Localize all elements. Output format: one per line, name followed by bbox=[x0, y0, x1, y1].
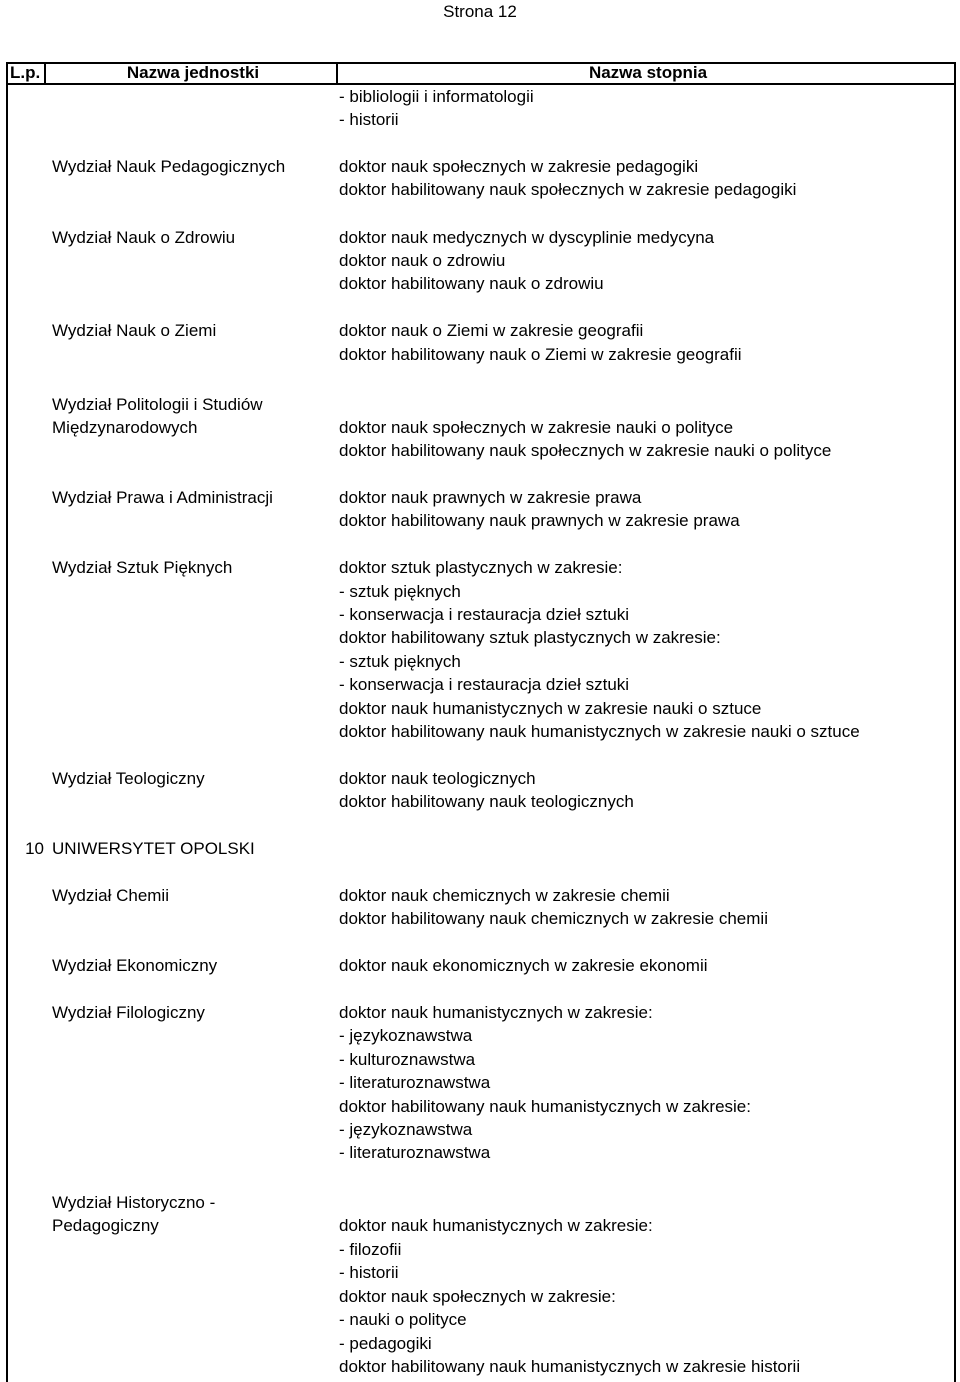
university-name: UNIWERSYTET OPOLSKI bbox=[52, 839, 255, 858]
degree-line: doktor nauk społecznych w zakresie pedagogiki bbox=[339, 157, 699, 176]
degree-line: doktor habilitowany sztuk plastycznych w zakresie: bbox=[339, 628, 721, 647]
faculty-name: Wydział Nauk o Zdrowiu bbox=[52, 228, 236, 247]
degree-line: doktor nauk humanistycznych w zakresie nauki o sztuce bbox=[339, 699, 762, 718]
degree-line: - literaturoznawstwa bbox=[339, 1073, 491, 1092]
degree-line: doktor nauk humanistycznych w zakresie: bbox=[339, 1216, 653, 1235]
degree-line: - konserwacja i restauracja dzieł sztuki bbox=[339, 675, 630, 694]
degree-line: doktor nauk prawnych w zakresie prawa bbox=[339, 488, 642, 507]
faculty-name: Wydział Prawa i Administracji bbox=[52, 488, 273, 507]
faculty-name: Wydział Chemii bbox=[52, 886, 169, 905]
unit-header: Nazwa jednostki bbox=[126, 63, 260, 82]
degree-line: doktor habilitowany nauk społecznych w zakresie nauki o polityce bbox=[339, 441, 832, 460]
degree-line: - historii bbox=[339, 1263, 399, 1282]
degree-line: doktor nauk ekonomicznych w zakresie ekonomii bbox=[339, 956, 708, 975]
degree-line: - językoznawstwa bbox=[339, 1120, 473, 1139]
degree-line: doktor nauk humanistycznych w zakresie: bbox=[339, 1003, 653, 1022]
degree-line: - językoznawstwa bbox=[339, 1026, 473, 1045]
degree-line: - pedagogiki bbox=[339, 1334, 432, 1353]
lp-header: L.p. bbox=[10, 63, 41, 82]
degree-line: doktor habilitowany nauk społecznych w zakresie pedagogiki bbox=[339, 180, 797, 199]
degree-line: doktor habilitowany nauk humanistycznych w zakresie historii bbox=[339, 1357, 801, 1376]
faculty-name: Wydział Nauk o Ziemi bbox=[52, 321, 217, 340]
degree-line: doktor habilitowany nauk prawnych w zakresie prawa bbox=[339, 511, 740, 530]
degree-line: doktor nauk społecznych w zakresie nauki o polityce bbox=[339, 418, 734, 437]
degree-line: doktor habilitowany nauk teologicznych bbox=[339, 792, 634, 811]
degree-line: doktor nauk o zdrowiu bbox=[339, 251, 506, 270]
page-title: Strona 12 bbox=[443, 2, 517, 21]
faculty-name: Wydział Sztuk Pięknych bbox=[52, 558, 233, 577]
faculty-name: Międzynarodowych bbox=[52, 418, 198, 437]
degree-line: doktor nauk społecznych w zakresie: bbox=[339, 1287, 616, 1306]
faculty-name: Wydział Teologiczny bbox=[52, 769, 205, 788]
faculty-name: Wydział Filologiczny bbox=[52, 1003, 205, 1022]
lp-column-divider bbox=[44, 62, 46, 84]
degree-line: - sztuk pięknych bbox=[339, 652, 461, 671]
degree-line: doktor sztuk plastycznych w zakresie: bbox=[339, 558, 623, 577]
degree-line: doktor habilitowany nauk humanistycznych w zakresie nauki o sztuce bbox=[339, 722, 860, 741]
degree-line: - filozofii bbox=[339, 1240, 402, 1259]
degree-line: doktor nauk medycznych w dyscyplinie medycyna bbox=[339, 228, 715, 247]
degree-line: - sztuk pięknych bbox=[339, 582, 461, 601]
degree-line: doktor nauk teologicznych bbox=[339, 769, 536, 788]
faculty-name: Wydział Nauk Pedagogicznych bbox=[52, 157, 286, 176]
degree-line: doktor habilitowany nauk o Ziemi w zakresie geografii bbox=[339, 345, 742, 364]
faculty-name: Pedagogiczny bbox=[52, 1216, 159, 1235]
degree-header: Nazwa stopnia bbox=[588, 63, 708, 82]
degree-line: doktor habilitowany nauk chemicznych w zakresie chemii bbox=[339, 909, 768, 928]
faculty-name: Wydział Historyczno - bbox=[52, 1193, 216, 1212]
degree-line: - konserwacja i restauracja dzieł sztuki bbox=[339, 605, 630, 624]
faculty-name: Wydział Ekonomiczny bbox=[52, 956, 218, 975]
continued-degree-line: - historii bbox=[339, 110, 399, 129]
row-number: 10 bbox=[25, 839, 44, 858]
degree-line: - nauki o polityce bbox=[339, 1310, 467, 1329]
faculty-name: Wydział Politologii i Studiów bbox=[52, 395, 263, 414]
degree-line: doktor habilitowany nauk o zdrowiu bbox=[339, 274, 604, 293]
degree-line: - literaturoznawstwa bbox=[339, 1143, 491, 1162]
degree-line: doktor nauk chemicznych w zakresie chemii bbox=[339, 886, 670, 905]
degree-line: doktor nauk o Ziemi w zakresie geografii bbox=[339, 321, 644, 340]
degree-line: - kulturoznawstwa bbox=[339, 1050, 476, 1069]
continued-degree-line: - bibliologii i informatologii bbox=[339, 87, 534, 106]
degree-line: doktor habilitowany nauk humanistycznych w zakresie: bbox=[339, 1097, 751, 1116]
